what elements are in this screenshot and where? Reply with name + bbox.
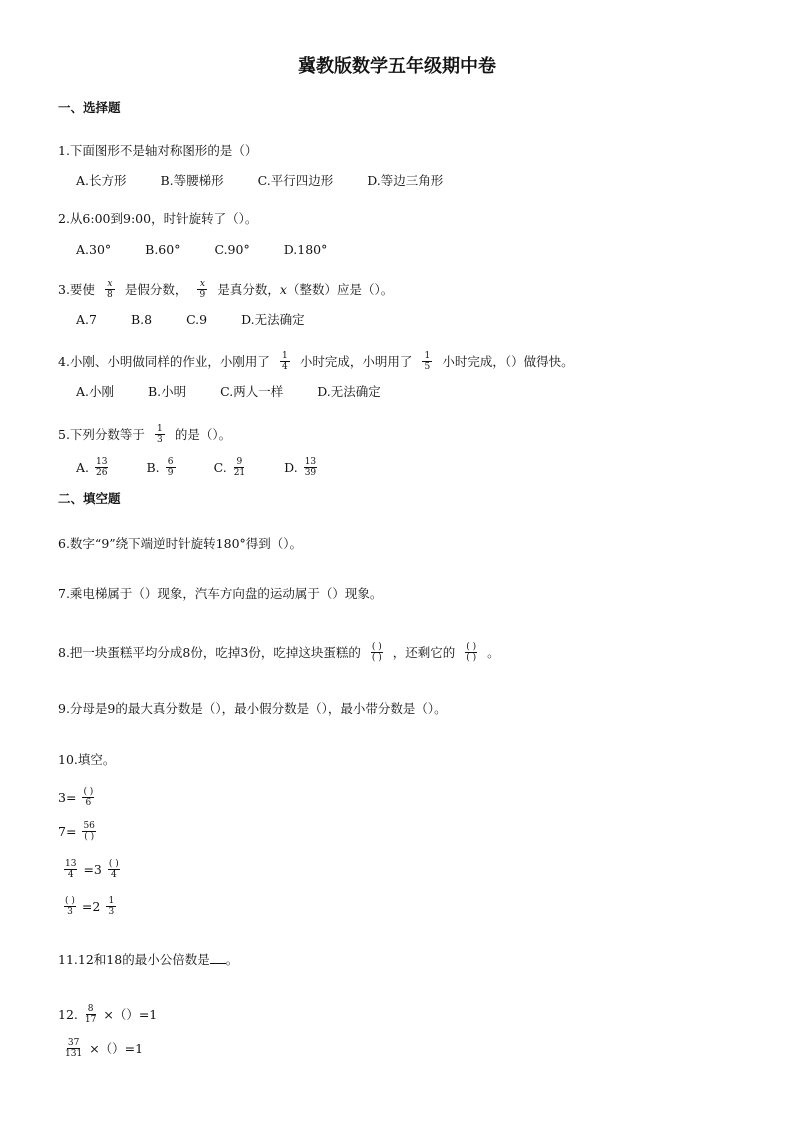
- fraction-denominator: 5: [424, 362, 431, 372]
- fraction-denominator: 131: [65, 1049, 83, 1059]
- option-a[interactable]: A.小刚: [76, 384, 115, 399]
- fraction-blank[interactable]: [371, 642, 383, 663]
- fraction-13-over-4: [64, 859, 77, 880]
- option-c[interactable]: C.平行四边形: [257, 173, 334, 188]
- q10-line-3: [58, 860, 126, 881]
- equation-right: ×（）=1: [103, 1007, 158, 1022]
- question-5-prefix: 5.下列分数等于: [58, 427, 145, 442]
- question-2-stem: 2.从6:00到9:00，时针旋转了（）。: [58, 211, 258, 226]
- option-a[interactable]: [76, 457, 114, 478]
- fraction-numerator: ( ): [466, 642, 477, 652]
- equation-left: 3=: [58, 790, 77, 805]
- question-8-suffix: 。: [487, 645, 500, 660]
- question-1-stem: 1.下面图形不是轴对称图形的是（）: [58, 143, 258, 158]
- option-c[interactable]: C.90°: [214, 242, 250, 257]
- option-b[interactable]: B.60°: [145, 242, 181, 257]
- question-4-options: [76, 384, 381, 400]
- question-11-text: 11.12和18的最小公倍数是: [58, 952, 210, 967]
- question-6-stem: 6.数字“9”绕下端逆时针旋转180°得到（）。: [58, 536, 303, 551]
- question-11-stem: [58, 951, 238, 968]
- q12-line-2: [58, 1039, 143, 1060]
- fraction-denominator: 3: [67, 907, 73, 917]
- question-9-stem: 9.分母是9的最大真分数是（），最小假分数是（），最小带分数是（）。: [58, 701, 447, 716]
- fraction-37-over-131: [64, 1038, 83, 1059]
- fraction-denominator: 17: [84, 1015, 97, 1025]
- fraction-1-over-3: [106, 896, 116, 917]
- fraction-denominator: 9: [167, 468, 174, 478]
- question-5-stem: [58, 425, 231, 446]
- equation-left: 7=: [58, 824, 77, 839]
- fraction-denominator: ( ): [466, 653, 477, 663]
- question-4-suffix: 小时完成，（）做得快。: [442, 354, 574, 369]
- fraction-x-over-8: [105, 279, 115, 300]
- question-8-prefix: 8.把一块蛋糕平均分成8份，吃掉3份，吃掉这块蛋糕的: [58, 645, 361, 660]
- fraction-numerator: 37: [67, 1038, 80, 1048]
- fraction-1-over-3: [155, 424, 165, 445]
- option-d[interactable]: D.等边三角形: [367, 173, 444, 188]
- option-d[interactable]: D.无法确定: [317, 384, 381, 399]
- fraction-56-over-blank[interactable]: [82, 821, 95, 842]
- fraction-numerator: 13: [304, 457, 317, 467]
- fraction-numerator: x: [197, 279, 207, 290]
- fraction-6-over-9: [166, 457, 176, 478]
- question-4-middle: 小时完成，小明用了: [299, 354, 413, 369]
- fraction-denominator: 4: [110, 870, 117, 880]
- question-3-prefix: 3.要使: [58, 282, 95, 297]
- fraction-denominator: ( ): [84, 832, 95, 842]
- fraction-blank[interactable]: [465, 642, 477, 663]
- fraction-numerator: 8: [86, 1004, 96, 1015]
- question-3-options: [76, 312, 305, 328]
- fraction-numerator: 56: [83, 821, 95, 831]
- option-a[interactable]: A.长方形: [76, 173, 127, 188]
- mixed-number-whole: =3: [83, 862, 102, 877]
- question-8-stem: [58, 643, 500, 664]
- q10-line-1: [58, 788, 100, 809]
- fraction-numerator: 1: [106, 896, 116, 907]
- fraction-1-over-5: [422, 351, 432, 372]
- fraction-denominator: 8: [107, 290, 113, 300]
- option-d[interactable]: D.180°: [283, 242, 328, 257]
- fraction-numerator: ( ): [371, 642, 382, 652]
- option-label: A.: [76, 460, 90, 475]
- fraction-blank-over-6[interactable]: [82, 787, 94, 808]
- section-heading-fill: 二、填空题: [58, 491, 121, 506]
- question-5-suffix: 的是（）。: [174, 427, 232, 442]
- q10-line-2: [58, 822, 102, 843]
- question-4-prefix: 4.小刚、小明做同样的作业，小刚用了: [58, 354, 270, 369]
- fraction-numerator: ( ): [108, 859, 119, 869]
- answer-blank[interactable]: [210, 951, 226, 964]
- fraction-x-over-9: [197, 279, 207, 300]
- fraction-8-over-17: [84, 1004, 97, 1025]
- fraction-numerator: 13: [65, 859, 77, 869]
- option-b[interactable]: B.8: [130, 312, 153, 327]
- fraction-denominator: 26: [96, 468, 108, 478]
- question-7-stem: 7.乘电梯属于（）现象，汽车方向盘的运动属于（）现象。: [58, 586, 383, 601]
- fraction-numerator: 13: [96, 457, 108, 467]
- option-c[interactable]: C.9: [186, 312, 208, 327]
- option-label: C.: [213, 460, 227, 475]
- fraction-1-over-4: [280, 351, 290, 372]
- fraction-13-over-39: [304, 457, 317, 478]
- variable-x: x: [279, 282, 287, 297]
- option-b[interactable]: B.小明: [148, 384, 187, 399]
- option-a[interactable]: A.7: [76, 312, 97, 327]
- fraction-denominator: 39: [304, 468, 317, 478]
- option-b[interactable]: B.等腰梯形: [160, 173, 224, 188]
- question-3-middle-1: 是假分数，: [124, 282, 188, 297]
- fraction-blank-over-3[interactable]: [64, 896, 76, 917]
- option-d[interactable]: [284, 457, 323, 478]
- option-b[interactable]: [146, 457, 181, 478]
- fraction-numerator: 1: [155, 424, 165, 435]
- page-title: 冀教版数学五年级期中卷: [298, 56, 496, 77]
- option-label: D.: [284, 460, 298, 475]
- question-3-suffix: （整数）应是（）。: [286, 282, 394, 297]
- fraction-denominator: 6: [85, 798, 92, 808]
- option-a[interactable]: A.30°: [76, 242, 112, 257]
- fraction-9-over-21: [233, 457, 246, 478]
- q12-line-1: [58, 1005, 157, 1026]
- fraction-blank-over-4[interactable]: [108, 859, 120, 880]
- fraction-denominator: 4: [282, 362, 288, 372]
- fraction-numerator: 9: [234, 457, 244, 468]
- fraction-numerator: ( ): [65, 896, 75, 906]
- fraction-denominator: ( ): [371, 653, 382, 663]
- question-11-suffix: 。: [225, 952, 239, 967]
- fraction-numerator: x: [105, 279, 115, 290]
- fraction-denominator: 3: [157, 435, 163, 445]
- fraction-numerator: 6: [166, 457, 176, 468]
- question-12-number: 12.: [58, 1007, 78, 1022]
- fraction-denominator: 9: [199, 290, 206, 300]
- question-3-stem: [58, 280, 393, 301]
- q10-line-4: [58, 897, 122, 918]
- option-label: B.: [146, 460, 160, 475]
- fraction-denominator: 3: [108, 907, 115, 917]
- question-3-middle-2: 是真分数，: [217, 282, 280, 297]
- option-d[interactable]: D.无法确定: [241, 312, 305, 327]
- mixed-number-whole: =2: [81, 899, 101, 914]
- option-c[interactable]: [213, 457, 253, 478]
- question-8-middle: ，还剩它的: [392, 645, 456, 660]
- section-heading-choice: 一、选择题: [58, 100, 121, 115]
- question-4-stem: [58, 352, 574, 373]
- fraction-numerator: 1: [422, 351, 432, 362]
- question-10-stem: 10.填空。: [58, 752, 116, 767]
- fraction-numerator: ( ): [83, 787, 94, 797]
- fraction-denominator: 21: [233, 468, 246, 478]
- question-1-options: [76, 173, 443, 189]
- fraction-numerator: 1: [280, 351, 290, 362]
- equation-right: ×（）=1: [89, 1041, 144, 1056]
- fraction-13-over-26: [95, 457, 108, 478]
- question-5-options: [76, 458, 323, 479]
- option-c[interactable]: C.两人一样: [220, 384, 284, 399]
- fraction-denominator: 4: [67, 870, 74, 880]
- question-2-options: [76, 242, 327, 258]
